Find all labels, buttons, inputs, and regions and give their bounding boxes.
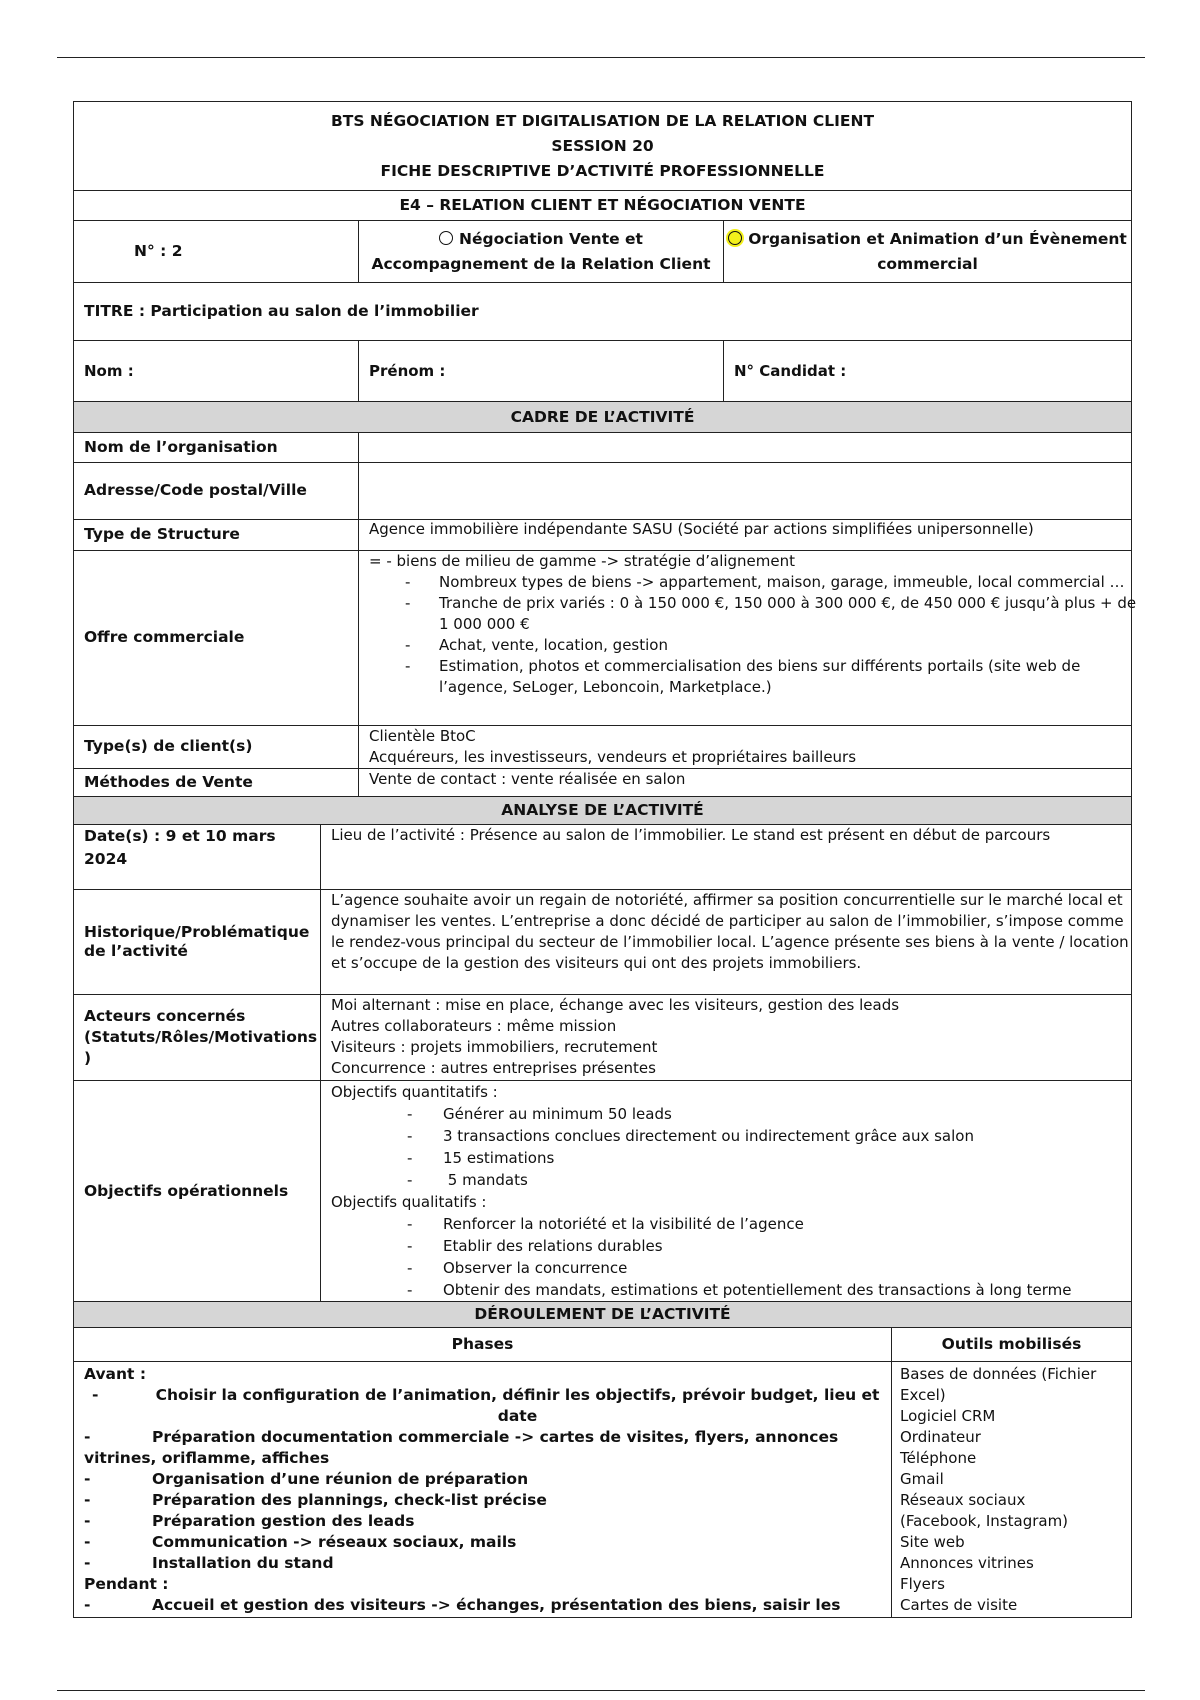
header-line2: SESSION 20 — [551, 136, 654, 155]
outil-item: Annonces vitrines — [900, 1553, 1034, 1572]
org-label: Nom de l’organisation — [74, 432, 359, 462]
acteurs-label: Acteurs concernés (Statuts/Rôles/Motivations ) — [74, 995, 321, 1081]
analyse-section-title: ANALYSE DE L’ACTIVITÉ — [74, 797, 1132, 825]
document-header — [74, 102, 1132, 191]
outil-item: Bases de données (Fichier — [900, 1364, 1097, 1383]
acteur-item: Moi alternant : mise en place, échange avec les visiteurs, gestion des leads — [331, 996, 900, 1014]
quanti-list — [331, 1103, 1131, 1191]
deroulement-section-title: DÉROULEMENT DE L’ACTIVITÉ — [74, 1302, 1132, 1328]
quanti-item: - 3 transactions conclues directement ou indirectement grâce aux salon — [407, 1127, 974, 1145]
clients-line1: Clientèle BtoC — [369, 726, 476, 745]
clients-line2: Acquéreurs, les investisseurs, vendeurs et propriétaires bailleurs — [369, 747, 857, 766]
avant-item: - Organisation d’une réunion de préparation — [84, 1469, 529, 1488]
outils-value — [892, 1361, 1132, 1617]
methodes-label: Méthodes de Vente — [74, 768, 359, 797]
avant-item: - Préparation gestion des leads — [84, 1511, 415, 1530]
dates-label: Date(s) : 9 et 10 mars 2024 — [74, 825, 321, 890]
numero: N° : 2 — [74, 221, 359, 283]
acteur-item: Visiteurs : projets immobiliers, recrutement — [331, 1038, 658, 1056]
quali-title: Objectifs qualitatifs : — [331, 1193, 487, 1211]
historique-value: L’agence souhaite avoir un regain de notoriété, affirmer sa position concurrentielle sur le marché local et dynamiser les ventes. L’entreprise a donc décidé de participer au salon de l’immobilier, s’impose comme le rendez-vous principal du secteur de l’immobilier local. L’agence présente ses biens à la vente / location et s’occupe de la gestion des visiteurs qui ont des projets immobiliers. — [321, 890, 1132, 995]
pendant-list — [84, 1595, 891, 1616]
quanti-item: - Générer au minimum 50 leads — [407, 1105, 672, 1123]
quali-item: - Obtenir des mandats, estimations et potentiellement des transactions à long terme — [407, 1281, 1072, 1299]
avant-first-item: - Choisir la configuration de l’animation, définir les objectifs, prévoir budget, lieu et date — [92, 1385, 880, 1425]
option-evenement-line1: Organisation et Animation d’un Évènement — [748, 229, 1127, 248]
structure-label: Type de Structure — [74, 519, 359, 550]
quali-item: - Renforcer la notoriété et la visibilité de l’agence — [407, 1215, 804, 1233]
outil-item: Flyers — [900, 1574, 945, 1593]
header-table — [73, 101, 1132, 433]
option-evenement[interactable] — [724, 221, 1132, 283]
offre-item: - Estimation, photos et commercialisation des biens sur différents portails (site web de l’agence, SeLoger, Leboncoin, Marketplace.) — [405, 656, 1081, 696]
outil-item: Ordinateur — [900, 1427, 981, 1446]
adresse-value[interactable] — [359, 462, 1132, 519]
pendant-item: - Accueil et gestion des visiteurs -> échanges, présentation des biens, saisir les — [84, 1595, 841, 1614]
offre-label: Offre commerciale — [74, 550, 359, 725]
bottom-rule — [57, 1690, 1145, 1691]
top-rule — [57, 57, 1145, 58]
offre-item: - Nombreux types de biens -> appartement, maison, garage, immeuble, local commercial … — [405, 572, 1125, 591]
structure-value: Agence immobilière indépendante SASU (Société par actions simplifiées unipersonnelle) — [359, 519, 1132, 550]
header-line3: FICHE DESCRIPTIVE D’ACTIVITÉ PROFESSIONNELLE — [380, 161, 825, 180]
outil-item: Excel) — [900, 1385, 946, 1404]
cadre-section-title: CADRE DE L’ACTIVITÉ — [74, 402, 1132, 433]
avant-second-item: - Préparation documentation commerciale -> cartes de visites, flyers, annonces vitrines, oriflamme, affiches — [84, 1427, 839, 1467]
outil-item: Réseaux sociaux — [900, 1490, 1026, 1509]
clients-value — [359, 725, 1132, 768]
outil-item: Site web — [900, 1532, 965, 1551]
quanti-item: - 15 estimations — [407, 1149, 555, 1167]
header-line1: BTS NÉGOCIATION ET DIGITALISATION DE LA RELATION CLIENT — [330, 111, 875, 130]
pendant-title: Pendant : — [84, 1574, 169, 1593]
cadre-table — [73, 432, 1137, 798]
quali-item: - Observer la concurrence — [407, 1259, 628, 1277]
analyse-table — [73, 796, 1132, 1328]
nom-field[interactable]: Nom : — [74, 341, 359, 402]
activity-title: TITRE : Participation au salon de l’immobilier — [74, 283, 1132, 341]
prenom-field[interactable]: Prénom : — [359, 341, 724, 402]
offre-intro: = - biens de milieu de gamme -> stratégie d’alignement — [369, 551, 796, 570]
epreuve-title: E4 – RELATION CLIENT ET NÉGOCIATION VENTE — [74, 191, 1132, 221]
offre-list — [369, 572, 1147, 698]
quanti-item: - 5 mandats — [407, 1171, 528, 1189]
option-negociation-line2: Accompagnement de la Relation Client — [371, 254, 711, 273]
methodes-value: Vente de contact : vente réalisée en salon — [359, 768, 1132, 797]
option-negociation[interactable] — [359, 221, 724, 283]
activity-sheet — [73, 101, 1137, 1618]
offre-item: - Achat, vente, location, gestion — [405, 635, 668, 654]
quali-item: - Etablir des relations durables — [407, 1237, 663, 1255]
quanti-title: Objectifs quantitatifs : — [331, 1083, 498, 1101]
offre-value — [359, 550, 1137, 725]
radio-negociation-icon[interactable] — [439, 231, 453, 245]
avant-item: - Communication -> réseaux sociaux, mails — [84, 1532, 517, 1551]
acteur-item: Autres collaborateurs : même mission — [331, 1017, 617, 1035]
objectifs-label: Objectifs opérationnels — [74, 1081, 321, 1302]
outil-item: Gmail — [900, 1469, 944, 1488]
radio-evenement-icon[interactable] — [728, 231, 742, 245]
option-evenement-line2: commercial — [877, 254, 978, 273]
phases-value — [74, 1361, 892, 1617]
adresse-label: Adresse/Code postal/Ville — [74, 462, 359, 519]
quali-list — [331, 1213, 1131, 1301]
org-value[interactable] — [359, 432, 1132, 462]
avant-title: Avant : — [84, 1364, 147, 1383]
outils-header: Outils mobilisés — [892, 1327, 1132, 1361]
candidat-field[interactable]: N° Candidat : — [724, 341, 1132, 402]
objectifs-value — [321, 1081, 1132, 1302]
outil-item: Téléphone — [900, 1448, 977, 1467]
phases-header: Phases — [74, 1327, 892, 1361]
offre-item: - Tranche de prix variés : 0 à 150 000 €, 150 000 à 300 000 €, de 450 000 € jusqu’à plus + de 1 000 000 € — [405, 593, 1137, 633]
outil-item: (Facebook, Instagram) — [900, 1511, 1069, 1530]
lieu-value: Lieu de l’activité : Présence au salon de l’immobilier. Le stand est présent en début de parcours — [321, 825, 1132, 890]
acteurs-value — [321, 995, 1132, 1081]
deroulement-table — [73, 1327, 1132, 1618]
avant-list — [84, 1469, 891, 1574]
acteur-item: Concurrence : autres entreprises présentes — [331, 1059, 656, 1077]
avant-item: - Installation du stand — [84, 1553, 334, 1572]
historique-label: Historique/Problématique de l’activité — [74, 890, 321, 995]
outil-item: Cartes de visite — [900, 1595, 1018, 1614]
outil-item: Logiciel CRM — [900, 1406, 996, 1425]
avant-item: - Préparation des plannings, check-list précise — [84, 1490, 547, 1509]
option-negociation-line1: Négociation Vente et — [459, 229, 643, 248]
clients-label: Type(s) de client(s) — [74, 725, 359, 768]
